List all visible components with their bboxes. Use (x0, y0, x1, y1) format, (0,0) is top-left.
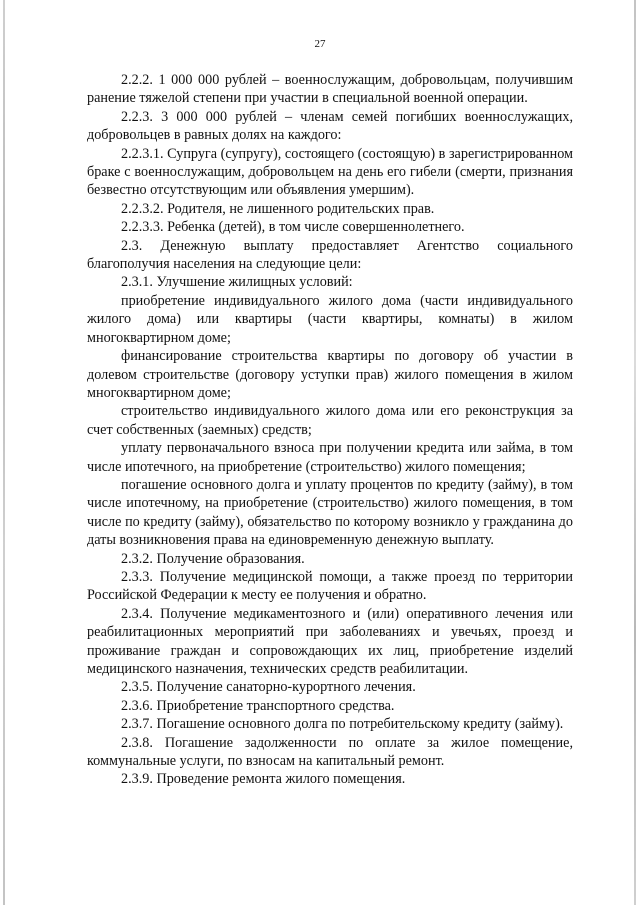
document-body (87, 71, 573, 789)
paragraph-2-3-5: 2.3.5. Получение санаторно-курортного лечения. (121, 679, 416, 696)
paragraph-2-3-1: 2.3.1. Улучшение жилищных условий: (121, 274, 353, 291)
paragraph-2-3-8: 2.3.8. Погашение задолженности по оплате за жилое помещение, коммунальные услуги, по взносам на капитальный ремонт. (87, 734, 573, 770)
paragraph-2-2-3-1: 2.2.3.1. Супруга (супругу), состоящего (состоящую) в зарегистрированном браке с военнослужащим, добровольцем на день его гибели (смерти, признания безвестно отсутствующим или объявления умершим). (87, 145, 573, 199)
list-item-loan-repayment: погашение основного долга и уплату процентов по кредиту (займу), в том числе ипотечному, на приобретение (строительство) жилого помещения, в том числе по кредиту (займу), обязательство по которому возникло у гражданина до даты возникновения права на единовременную денежную выплату. (87, 476, 573, 549)
paragraph-2-3: 2.3. Денежную выплату предоставляет Агентство социального благополучия населения на следующие цели: (87, 237, 573, 273)
paragraph-2-2-2: 2.2.2. 1 000 000 рублей – военнослужащим, добровольцам, получившим ранение тяжелой степени при участии в специальной военной операции. (87, 72, 573, 107)
paragraph-2-2-3: 2.2.3. 3 000 000 рублей – членам семей погибших военнослужащих, добровольцев в равных долях на каждого: (87, 108, 573, 144)
paragraph-2-3-6: 2.3.6. Приобретение транспортного средства. (121, 697, 395, 714)
paragraph-2-3-9: 2.3.9. Проведение ремонта жилого помещения. (121, 771, 406, 788)
list-item-shared-construction: финансирование строительства квартиры по договору об участии в долевом строительстве (договору уступки прав) жилого помещения в жилом многоквартирном доме; (87, 348, 573, 401)
list-item-house-purchase: приобретение индивидуального жилого дома (части индивидуального жилого дома) или квартиры (части квартиры, комнаты) в жилом многоквартирном доме; (87, 292, 573, 346)
paragraph-2-2-3-2: 2.2.3.2. Родителя, не лишенного родительских прав. (121, 200, 435, 217)
scan-edge-right (634, 0, 636, 905)
paragraph-2-3-4: 2.3.4. Получение медикаментозного и (или) оперативного лечения или реабилитационных мероприятий при заболеваниях и увечьях, проезд и проживание граждан и сопровождающих их лиц, приобретение изделий медицинского назначения, технических средств реабилитации. (87, 605, 573, 677)
paragraph-2-3-7: 2.3.7. Погашение основного долга по потребительскому кредиту (займу). (121, 716, 564, 733)
list-item-house-construction: строительство индивидуального жилого дома или его реконструкция за счет собственных (заемных) средств; (87, 403, 573, 438)
page-number: 27 (314, 38, 326, 50)
paragraph-2-3-2: 2.3.2. Получение образования. (121, 550, 305, 567)
list-item-down-payment: уплату первоначального взноса при получении кредита или займа, в том числе ипотечного, на приобретение (строительство) жилого помещения; (87, 440, 573, 475)
paragraph-2-2-3-3: 2.2.3.3. Ребенка (детей), в том числе совершеннолетнего. (121, 219, 465, 236)
paragraph-2-3-3: 2.3.3. Получение медицинской помощи, а также проезд по территории Российской Федерации к месту ее получения и обратно. (87, 568, 573, 604)
scan-edge-left (3, 0, 5, 905)
